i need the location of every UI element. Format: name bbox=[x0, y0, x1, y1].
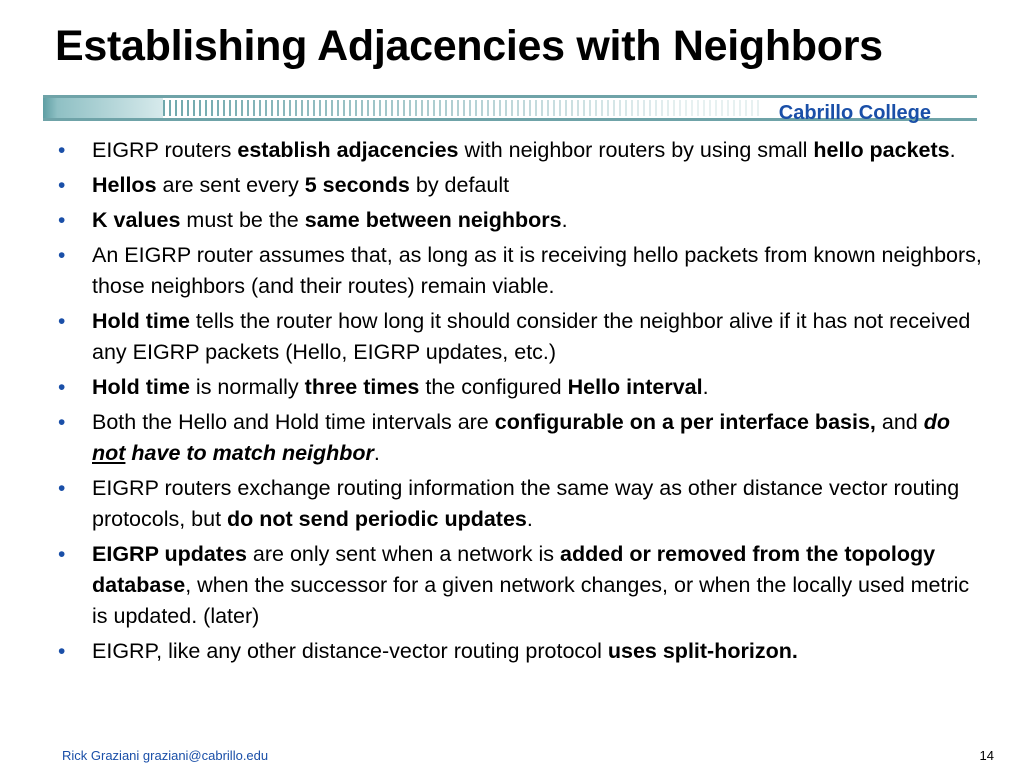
bullet-text: and bbox=[875, 410, 924, 434]
bullet-text: three times bbox=[304, 375, 420, 399]
bullet-text: An EIGRP router assumes that, as long as it is receiving hello packets from known neighbors, those neighbors (and their routes) remain viable. bbox=[92, 243, 982, 298]
bullet-item bbox=[58, 205, 988, 236]
bullet-text: EIGRP, like any other distance-vector routing protocol bbox=[92, 639, 608, 663]
bullet-icon: • bbox=[58, 376, 66, 399]
bullet-list bbox=[58, 135, 988, 671]
bullet-icon: • bbox=[58, 640, 66, 663]
bullet-text: Both the Hello and Hold time intervals are bbox=[92, 410, 495, 434]
bullet-text: added or removed from the topology database bbox=[92, 542, 936, 597]
bullet-icon: • bbox=[58, 244, 66, 267]
bullet-text: establish adjacencies bbox=[237, 138, 459, 162]
bullet-text: is normally bbox=[189, 375, 305, 399]
slide-title: Establishing Adjacencies with Neighbors bbox=[55, 22, 883, 70]
bullet-item bbox=[58, 372, 988, 403]
bullet-item bbox=[58, 407, 988, 469]
bullet-text: Hello interval bbox=[567, 375, 703, 399]
bullet-item bbox=[58, 539, 988, 632]
bullet-text: . bbox=[949, 138, 956, 162]
bullet-icon: • bbox=[58, 174, 66, 197]
bullet-icon: • bbox=[58, 477, 66, 500]
bullet-text: configurable on a per interface basis, bbox=[494, 410, 876, 434]
brand-label: Cabrillo College bbox=[778, 102, 931, 124]
bullet-text: . bbox=[373, 441, 380, 465]
bullet-text: Hellos bbox=[92, 173, 157, 197]
bullet-text: , when the successor for a given network changes, or when the locally used metric is updated. (later) bbox=[92, 573, 970, 628]
bullet-text: . bbox=[702, 375, 709, 399]
bullet-item bbox=[58, 135, 988, 166]
bullet-text: . bbox=[561, 208, 568, 232]
bullet-text: not bbox=[92, 441, 126, 465]
bullet-text: hello packets bbox=[813, 138, 950, 162]
bullet-text: K values bbox=[92, 208, 181, 232]
bullet-icon: • bbox=[58, 310, 66, 333]
bullet-icon: • bbox=[58, 543, 66, 566]
bullet-item bbox=[58, 636, 988, 667]
bullet-text: 5 seconds bbox=[304, 173, 410, 197]
bullet-text: Hold time bbox=[92, 309, 190, 333]
bullet-item bbox=[58, 170, 988, 201]
footer-author: Rick Graziani graziani@cabrillo.edu bbox=[62, 748, 269, 763]
bullet-text: EIGRP updates bbox=[92, 542, 247, 566]
bullet-text: tells the router how long it should consider the neighbor alive if it has not received any EIGRP packets (Hello, EIGRP updates, etc.) bbox=[92, 309, 971, 364]
bullet-icon: • bbox=[58, 139, 66, 162]
bullet-text: EIGRP routers exchange routing information the same way as other distance vector routing protocols, but bbox=[92, 476, 960, 531]
bullet-icon: • bbox=[58, 209, 66, 232]
bullet-text: do not send periodic updates bbox=[227, 507, 527, 531]
bullet-text: Hold time bbox=[92, 375, 190, 399]
bullet-text: EIGRP routers bbox=[92, 138, 238, 162]
page-number: 14 bbox=[979, 748, 994, 763]
bullet-text: by default bbox=[409, 173, 510, 197]
bullet-text: must be the bbox=[180, 208, 305, 232]
bullet-icon: • bbox=[58, 411, 66, 434]
bullet-text: do bbox=[923, 410, 950, 434]
bullet-text: the configured bbox=[419, 375, 568, 399]
bullet-text: are only sent when a network is bbox=[246, 542, 561, 566]
bullet-text: . bbox=[526, 507, 533, 531]
bullet-item bbox=[58, 306, 988, 368]
bullet-text: with neighbor routers by using small bbox=[458, 138, 814, 162]
bullet-item bbox=[58, 240, 988, 302]
bullet-text: uses split-horizon. bbox=[607, 639, 798, 663]
bullet-text: are sent every bbox=[156, 173, 305, 197]
bullet-text: have to match neighbor bbox=[125, 441, 374, 465]
bullet-text: same between neighbors bbox=[304, 208, 562, 232]
bullet-item bbox=[58, 473, 988, 535]
